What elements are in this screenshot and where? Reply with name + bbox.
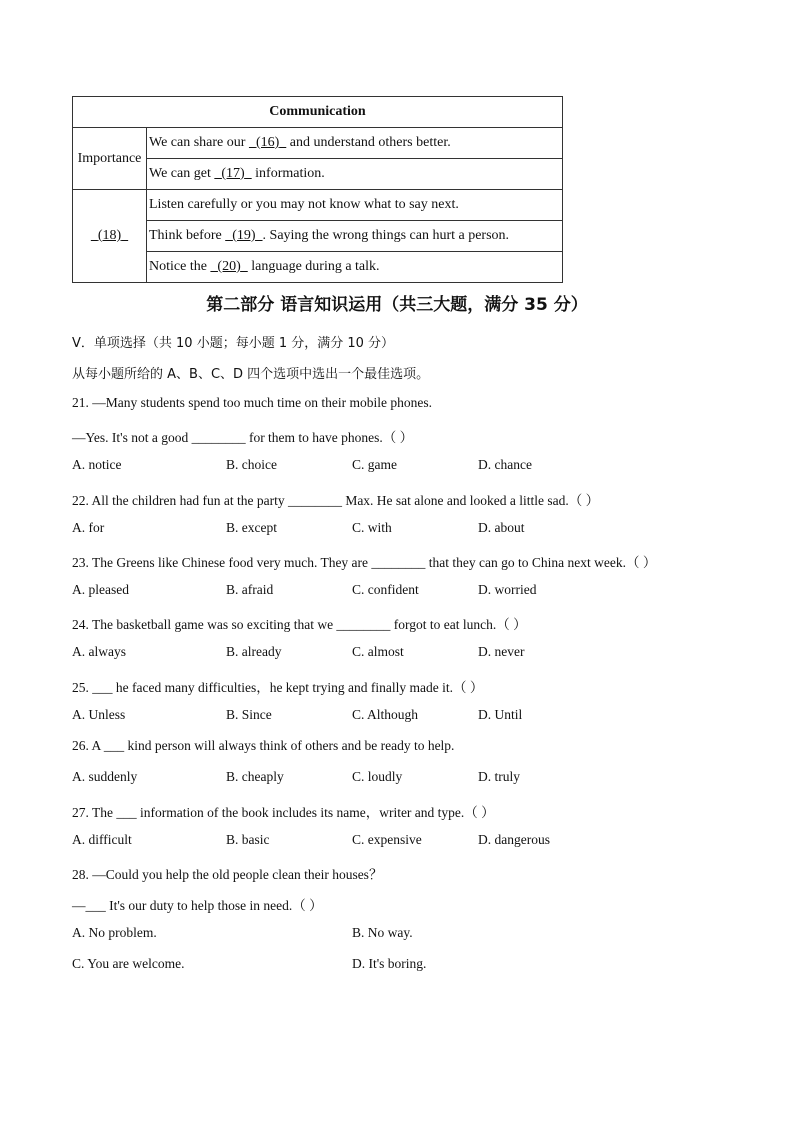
q23-option-d[interactable]: D. worried (478, 582, 537, 597)
communication-table (72, 96, 563, 283)
question-22-stem: 22. All the children had fun at the party ________ Max. He sat alone and looked a little sad.（ ） (72, 493, 600, 508)
table-header: Communication (73, 97, 563, 128)
q27-option-d[interactable]: D. dangerous (478, 832, 550, 847)
section-title: 第二部分 语言知识运用（共三大题，满分 35 分） (206, 295, 588, 315)
blank-19: (19) (232, 228, 256, 243)
q26-option-d[interactable]: D. truly (478, 769, 520, 784)
q26-option-a[interactable]: A. suddenly (72, 769, 138, 784)
question-24-stem: 24. The basketball game was so exciting that we ________ forgot to eat lunch.（ ） (72, 617, 527, 632)
blank-16: (16) (255, 135, 280, 150)
q26-option-c[interactable]: C. loudly (352, 769, 403, 784)
q24-option-d[interactable]: D. never (478, 644, 525, 659)
q28-option-b[interactable]: B. No way. (352, 925, 413, 940)
q24-option-a[interactable]: A. always (72, 644, 126, 659)
question-21-stem: 21. —Many students spend too much time on their mobile phones. (72, 395, 432, 410)
q21-option-c[interactable]: C. game (352, 457, 397, 472)
q24-option-c[interactable]: C. almost (352, 644, 404, 659)
q27-option-c[interactable]: C. expensive (352, 832, 422, 847)
question-23-stem: 23. The Greens like Chinese food very much. They are ________ that they can go to China next week.（ ） (72, 555, 657, 570)
q28-option-a[interactable]: A. No problem. (72, 925, 157, 940)
q28-option-c[interactable]: C. You are welcome. (72, 956, 185, 971)
instruction: 从每小题所给的 A、B、C、D 四个选项中选出一个最佳选项。 (72, 367, 430, 382)
question-21-stem-2: —Yes. It's not a good ________ for them to have phones.（ ） (72, 430, 414, 445)
q22-option-c[interactable]: C. with (352, 520, 392, 535)
q25-option-b[interactable]: B. Since (226, 707, 272, 722)
part-heading: V．单项选择（共 10 小题；每小题 1 分，满分 10 分） (72, 336, 395, 351)
question-27-stem: 27. The ___ information of the book includes its name，writer and type.（ ） (72, 805, 495, 820)
q23-option-c[interactable]: C. confident (352, 582, 419, 597)
q23-option-b[interactable]: B. afraid (226, 582, 274, 597)
table-row-19: Think before (19) . Saying the wrong things can hurt a person. (147, 221, 563, 252)
table-row-17: We can get (17) information. (147, 159, 563, 190)
blank-17: (17) (221, 166, 245, 181)
q25-option-d[interactable]: D. Until (478, 707, 523, 722)
importance-label: Importance (73, 128, 147, 190)
q25-option-a[interactable]: A. Unless (72, 707, 126, 722)
question-28-stem: 28. —Could you help the old people clean their houses？ (72, 867, 383, 882)
question-26-stem: 26. A ___ kind person will always think of others and be ready to help. (72, 738, 455, 753)
q27-option-b[interactable]: B. basic (226, 832, 270, 847)
q22-option-d[interactable]: D. about (478, 520, 525, 535)
q21-option-a[interactable]: A. notice (72, 457, 122, 472)
q21-option-d[interactable]: D. chance (478, 457, 532, 472)
table-row-16: We can share our (16) and understand others better. (147, 128, 563, 159)
q28-option-d[interactable]: D. It's boring. (352, 956, 427, 971)
q23-option-a[interactable]: A. pleased (72, 582, 129, 597)
question-28-stem-2: —___ It's our duty to help those in need.（ ） (72, 898, 323, 913)
blank-18: (18) (97, 228, 122, 243)
question-25-stem: 25. ___ he faced many difficulties，he kept trying and finally made it.（ ） (72, 680, 484, 695)
table-row-20: Notice the (20) language during a talk. (147, 252, 563, 283)
q22-option-a[interactable]: A. for (72, 520, 105, 535)
q26-option-b[interactable]: B. cheaply (226, 769, 284, 784)
q24-option-b[interactable]: B. already (226, 644, 282, 659)
table-row-listen: Listen carefully or you may not know what to say next. (147, 190, 563, 221)
q27-option-a[interactable]: A. difficult (72, 832, 132, 847)
q21-option-b[interactable]: B. choice (226, 457, 277, 472)
q22-option-b[interactable]: B. except (226, 520, 277, 535)
q25-option-c[interactable]: C. Although (352, 707, 419, 722)
blank-18-cell (73, 190, 147, 283)
blank-20: (20) (217, 259, 241, 274)
